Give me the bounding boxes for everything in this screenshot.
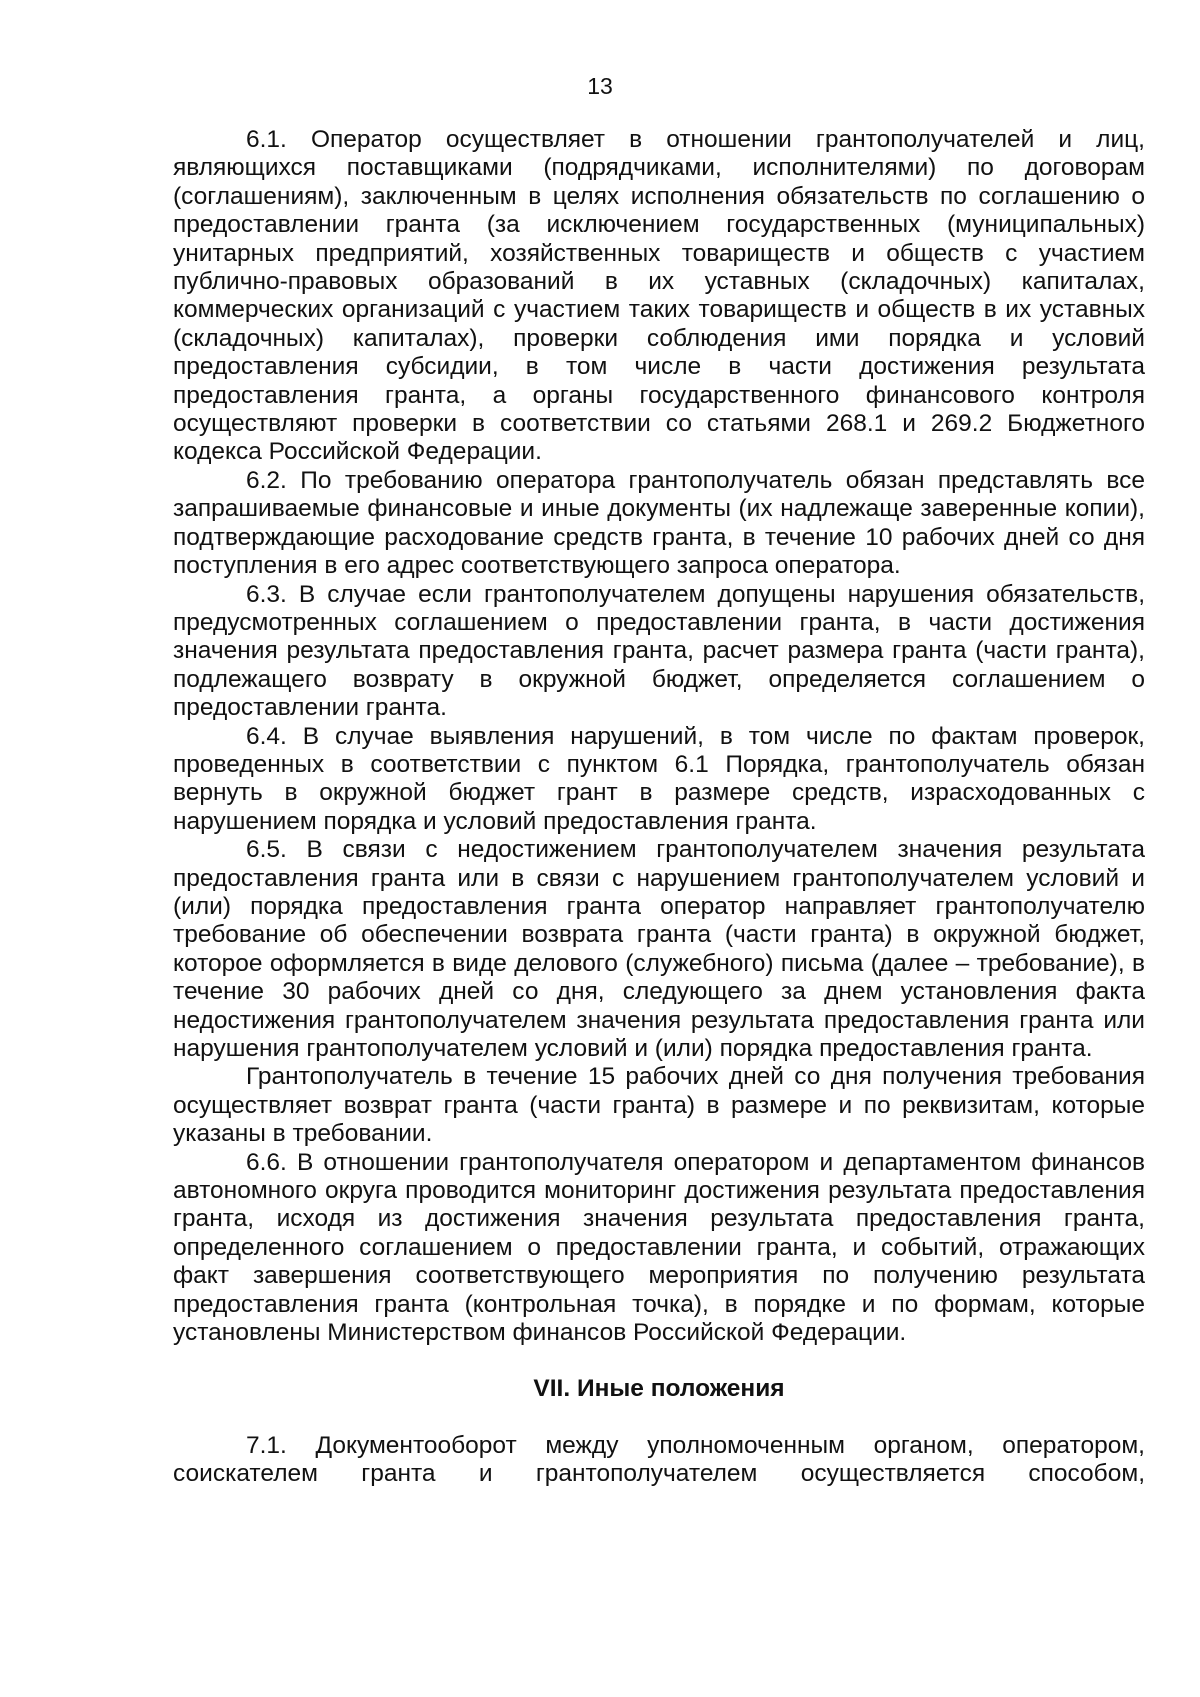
paragraph-6-1: 6.1. Оператор осуществляет в отношении грантополучателей и лиц, являющихся поставщиками (подрядчиками, исполнителями) по договорам (соглашениям), заключенным в целях исполнения обязательств по соглашению о предоставлении гранта (за исключением государственных (муниципальных) унитарных предприятий, хозяйственных товариществ и обществ с участием публично-правовых образований в их уставных (складочных) капиталах, коммерческих организаций с участием таких товариществ и обществ в их уставных (складочных) капиталах), проверки соблюдения ими порядка и условий предоставления субсидии, в том числе в части достижения результата предоставления гранта, а органы государственного финансового контроля осуществляют проверки в соответствии со статьями 268.1 и 269.2 Бюджетного кодекса Российской Федерации. bbox=[173, 126, 1145, 466]
paragraph-6-4: 6.4. В случае выявления нарушений, в том числе по фактам проверок, проведенных в соответствии с пунктом 6.1 Порядка, грантополучатель обязан вернуть в окружной бюджет грант в размере средств, израсходованных с нарушением порядка и условий предоставления гранта. bbox=[173, 722, 1145, 835]
section-heading: VII. Иные положения bbox=[533, 1375, 785, 1403]
document-body bbox=[173, 126, 1145, 1489]
paragraph-6-2: 6.2. По требованию оператора грантополучатель обязан представлять все запрашиваемые финансовые и иные документы (их надлежаще заверенные копии), подтверждающие расходование средств гранта, в течение 10 рабочих дней со дня поступления в его адрес соответствующего запроса оператора. bbox=[173, 466, 1145, 580]
page-number: 13 bbox=[587, 73, 613, 99]
paragraph-6-6: 6.6. В отношении грантополучателя оператором и департаментом финансов автономного округа проводится мониторинг достижения результата предоставления гранта, исходя из достижения значения результата предоставления гранта, определенного соглашением о предоставлении гранта, и событий, отражающих факт завершения соответствующего мероприятия по получению результата предоставления гранта (контрольная точка), в порядке и по формам, которые установлены Министерством финансов Российской Федерации. bbox=[173, 1148, 1145, 1347]
paragraph-6-5-continuation: Грантополучатель в течение 15 рабочих дней со дня получения требования осуществляет возврат гранта (части гранта) в размере и по реквизитам, которые указаны в требовании. bbox=[173, 1063, 1145, 1148]
paragraph-7-1: 7.1. Документооборот между уполномоченным органом, оператором, соискателем гранта и грантополучателем осуществляется способом, bbox=[173, 1431, 1145, 1488]
paragraph-6-5: 6.5. В связи с недостижением грантополучателем значения результата предоставления гранта или в связи с нарушением грантополучателем условий и (или) порядка предоставления гранта оператор направляет грантополучателю требование об обеспечении возврата гранта (части гранта) в окружной бюджет, которое оформляется в виде делового (служебного) письма (далее – требование), в течение 30 рабочих дней со дня, следующего за днем установления факта недостижения грантополучателем значения результата предоставления гранта или нарушения грантополучателем условий и (или) порядка предоставления гранта. bbox=[173, 836, 1145, 1062]
paragraph-6-3: 6.3. В случае если грантополучателем допущены нарушения обязательств, предусмотренных соглашением о предоставлении гранта, в части достижения значения результата предоставления гранта, расчет размера гранта (части гранта), подлежащего возврату в окружной бюджет, определяется соглашением о предоставлении гранта. bbox=[173, 580, 1145, 722]
